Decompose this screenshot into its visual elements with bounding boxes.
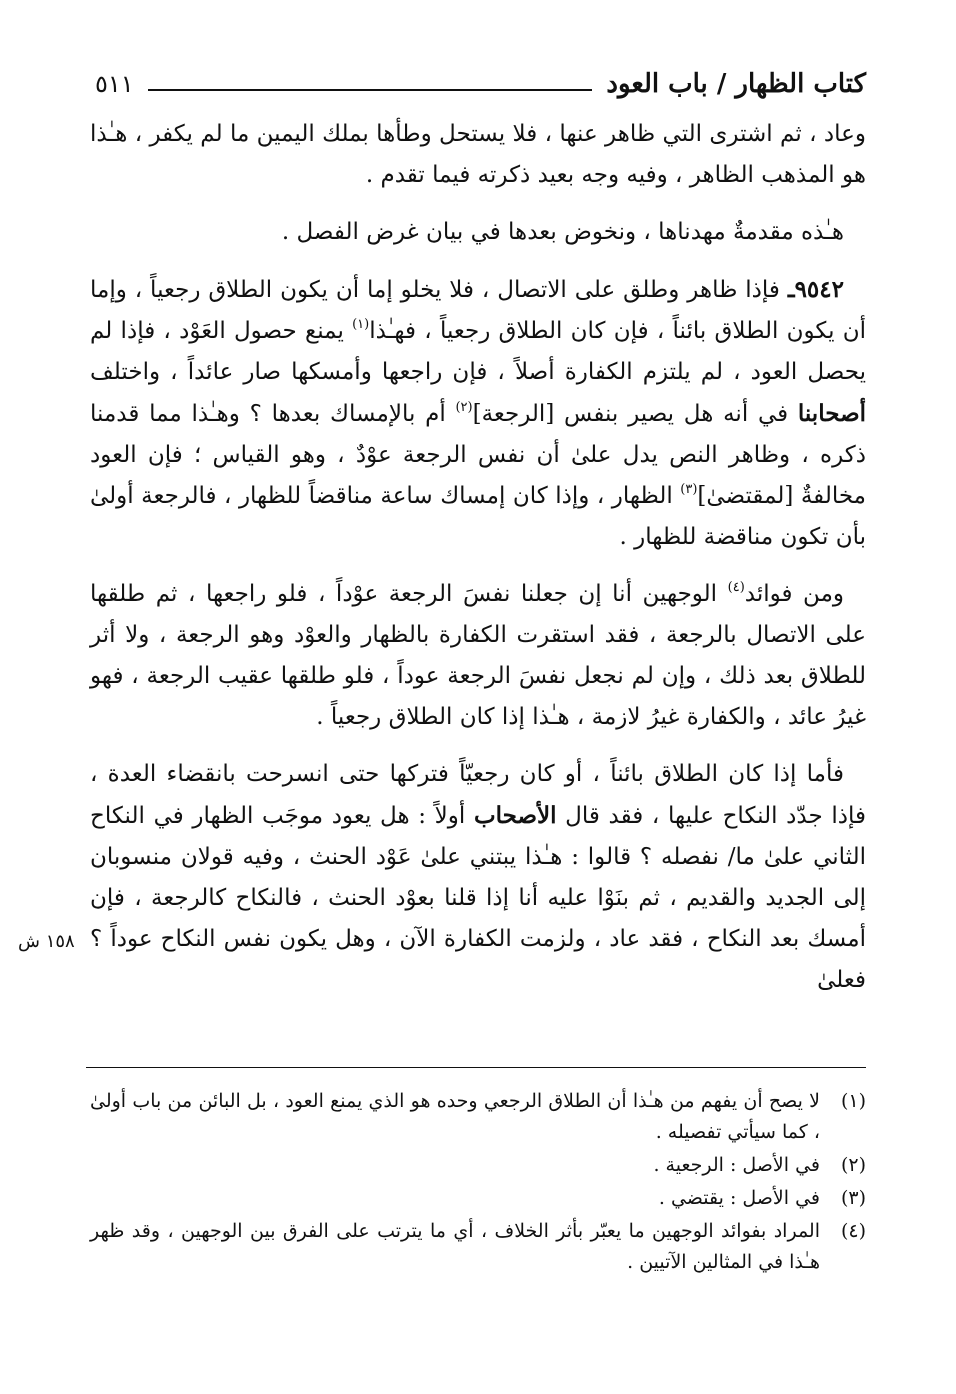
- footnote-ref-1: (١): [352, 317, 370, 332]
- running-header: [95, 62, 866, 106]
- footnote-ref-4: (٤): [727, 580, 745, 595]
- footnote-2: [90, 1150, 866, 1181]
- header-rule: [148, 89, 593, 91]
- footnote-number: (٤): [840, 1220, 866, 1242]
- manuscript-folio-note: ١٥٨ ش: [18, 931, 75, 952]
- paragraph-1: وعاد ، ثم اشترى التي ظاهر عنها ، فلا يستحل وطأها بملك اليمين ما لم يكفر ، هـٰذا هو المذهب الظاهر ، وفيه وجه بعيد ذكرته فيما تقدم .: [90, 121, 866, 188]
- footnote-number: (٣): [840, 1187, 866, 1209]
- footnotes: [90, 1086, 866, 1280]
- footnote-text: في الأصل : الرجعية .: [653, 1154, 820, 1176]
- bold-term-ashabuna: أصحابنا: [797, 400, 866, 427]
- paragraph-bain: فأما إذا كان الطلاق بائناً ، أو كان رجعيّاً فتركها حتى انسرحت بانقضاء العدة ، فإذا جدّد النكاح عليها ، فقد قال الأصحاب أولاً : هل يعود موجَب الظهار في النكاح الثاني علىٰ ما/ نفصله ؟ قالوا : هـٰذا يبتني علىٰ عَوْد الحنث ، وفيه قولان منسوبان إلى الجديد والقديم ، ثم بنَوْا عليه أنا إذا قلنا بعوْد الحنث ، فالنكاح كالرجعة ، فإن أمسك بعد النكاح ، فقد عاد ، ولزمت الكفارة الآن ، وهل يكون نفس النكاح عوداً ؟ فعلىٰ: [90, 761, 866, 993]
- section-number: ٩٥٤٢ـ: [787, 276, 844, 303]
- page-number: ٥١١: [95, 70, 134, 98]
- footnote-3: [90, 1183, 866, 1214]
- footnote-4: [90, 1216, 866, 1278]
- main-text: [90, 114, 866, 1017]
- footnote-number: (١): [840, 1090, 866, 1112]
- paragraph-fawaid: ومن فوائد$^{(٤)}$ الوجهين أنا إن جعلنا نفسَ الرجعة عوْداً ، فلو راجعها ، ثم طلقها على الاتصال بالرجعة ، فقد استقرت الكفارة بالظهار والعوْد وهو الرجعة ، ولا أثر للطلاق بعد ذلك ، وإن لم نجعل نفسَ الرجعة عوداً ، فلو طلقها عقيب الرجعة ، فهو غيرُ عائد ، والكفارة غيرُ لازمة ، هـٰذا إذا كان الطلاق رجعياً .: [90, 580, 866, 730]
- footnote-separator: [86, 1067, 866, 1068]
- footnote-text: المراد بفوائد الوجهين ما يعبّر بأثر الخلاف ، أي ما يترتب على الفرق بين الوجهين ، وقد ظهر هـٰذا في المثالين الآتيين .: [90, 1220, 820, 1273]
- paragraph-9542: ٩٥٤٢ـ فإذا ظاهر وطلق على الاتصال ، فلا يخلو إما أن يكون الطلاق رجعياً ، وإما أن يكون الطلاق بائناً ، فإن كان الطلاق رجعياً ، فهـٰذا$^{(١)}$ يمنع حصول العَوْد ، فإذا لم يحصل العود ، لم يلتزم الكفارة أصلاً ، فإن راجعها وأمسكها صار عائداً ، واختلف أصحابنا في أنه هل يصير بنفس [الرجعة]$^{(٢)}$ أم بالإمساك بعدها ؟ وهـٰذا مما قدمنا ذكره ، وظاهر النص يدل علىٰ أن نفس الرجعة عوْدٌ ، وهو القياس ؛ فإن العود مخالفةٌ [لمقتضىٰ]$^{(٣)}$ الظهار ، وإذا كان إمساك ساعة مناقضاً للظهار ، فالرجعة أولىٰ بأن تكون مناقضة للظهار .: [90, 276, 866, 550]
- chapter-title: كتاب الظهار / باب العود: [606, 69, 866, 99]
- footnote-ref-3: (٣): [680, 482, 698, 497]
- bold-term-ashab: الأصحاب: [473, 802, 557, 829]
- footnote-number: (٢): [840, 1154, 866, 1176]
- footnote-ref-2: (٢): [455, 400, 473, 415]
- paragraph-2: هـٰذه مقدمةٌ مهدناها ، ونخوض بعدها في بيان غرض الفصل .: [281, 219, 844, 245]
- footnote-text: لا يصح أن يفهم من هـٰذا أن الطلاق الرجعي وحده هو الذي يمنع العود ، بل البائن من باب أولىٰ ، كما سيأتي تفصيله .: [90, 1090, 820, 1143]
- footnote-text: في الأصل : يقتضي .: [658, 1187, 820, 1209]
- footnote-1: [90, 1086, 866, 1148]
